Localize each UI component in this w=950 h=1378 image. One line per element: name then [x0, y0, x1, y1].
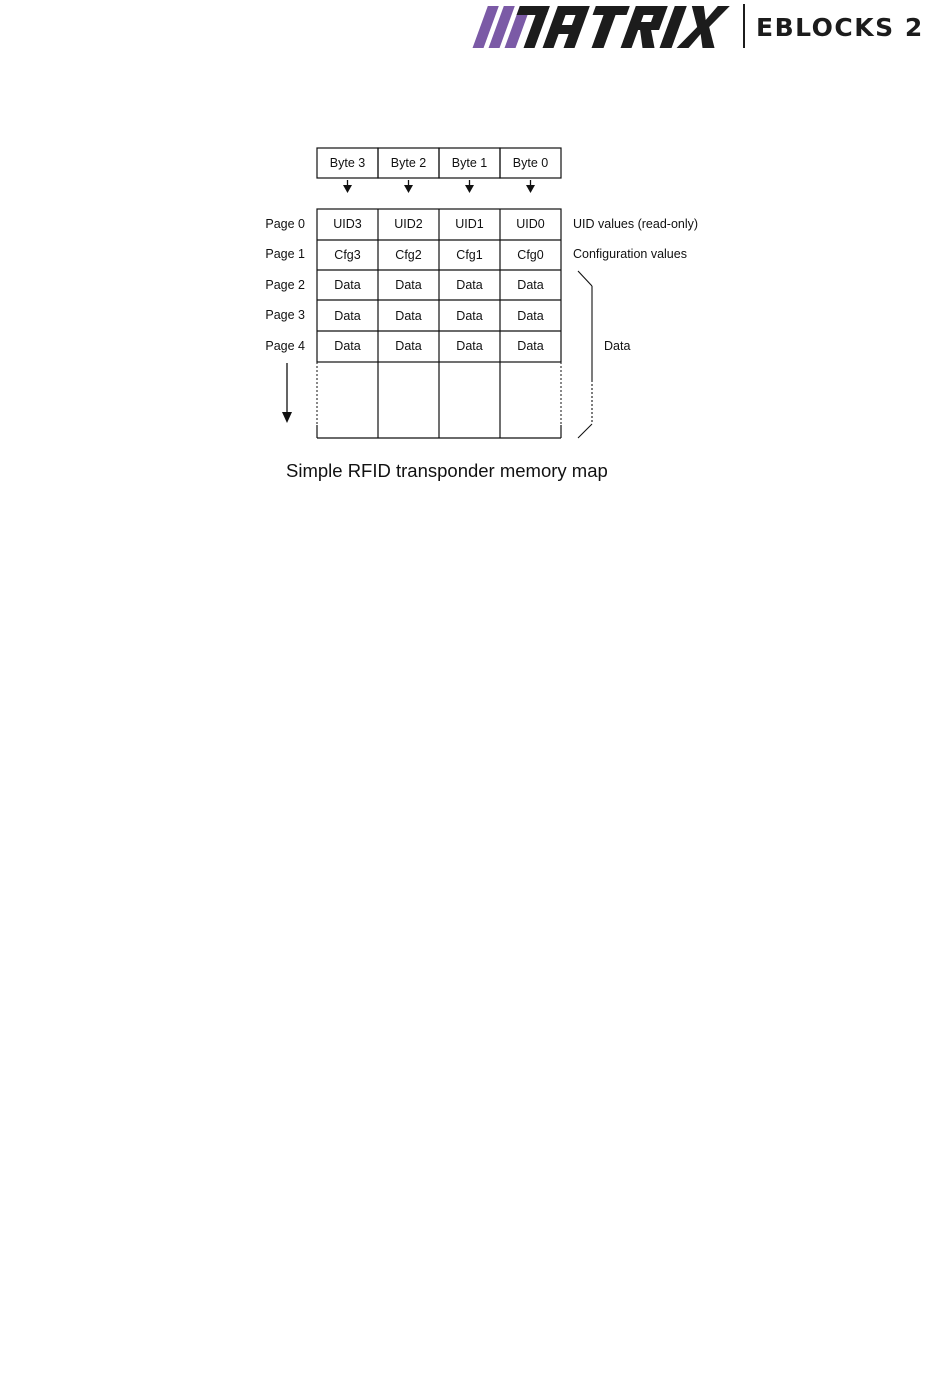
page-label: Page 0 — [265, 217, 305, 231]
uid-annotation: UID values (read-only) — [573, 217, 699, 231]
memory-cell: Data — [456, 309, 483, 323]
byte-header: Byte 0 — [512, 156, 549, 170]
memory-cell: Data — [517, 278, 544, 292]
byte-header: Byte 2 — [390, 156, 427, 170]
memory-cell: Data — [456, 339, 483, 353]
product-name-text: EBLOCKS 2 — [756, 13, 924, 42]
memory-cell: Data — [334, 339, 361, 353]
memory-cell: Data — [517, 339, 544, 353]
memory-map-diagram — [0, 0, 950, 500]
memory-cell: Data — [456, 278, 483, 292]
memory-cell: Cfg1 — [456, 248, 483, 262]
memory-cell: Data — [395, 278, 422, 292]
figure-caption: Simple RFID transponder memory map — [286, 460, 608, 481]
memory-cell: Cfg0 — [517, 248, 544, 262]
memory-cell: Data — [395, 309, 422, 323]
byte-header: Byte 1 — [451, 156, 488, 170]
page-label: Page 2 — [265, 278, 305, 292]
page-label: Page 4 — [265, 339, 305, 353]
page-label: Page 3 — [265, 308, 305, 322]
memory-cell: UID3 — [333, 217, 362, 231]
config-annotation: Configuration values — [573, 247, 687, 261]
memory-cell: UID2 — [394, 217, 423, 231]
memory-cell: Data — [395, 339, 422, 353]
memory-cell: Cfg2 — [395, 248, 422, 262]
memory-cell: Data — [334, 278, 361, 292]
byte-arrows — [343, 180, 535, 193]
memory-cell: Cfg3 — [334, 248, 361, 262]
memory-cell: Data — [334, 309, 361, 323]
data-brace — [578, 271, 592, 438]
memory-cell: UID0 — [516, 217, 545, 231]
data-annotation: Data — [604, 339, 631, 353]
memory-cell: Data — [517, 309, 544, 323]
page-direction-arrow — [282, 363, 292, 423]
byte-header: Byte 3 — [329, 156, 366, 170]
memory-cell: UID1 — [455, 217, 484, 231]
page-label: Page 1 — [265, 247, 305, 261]
